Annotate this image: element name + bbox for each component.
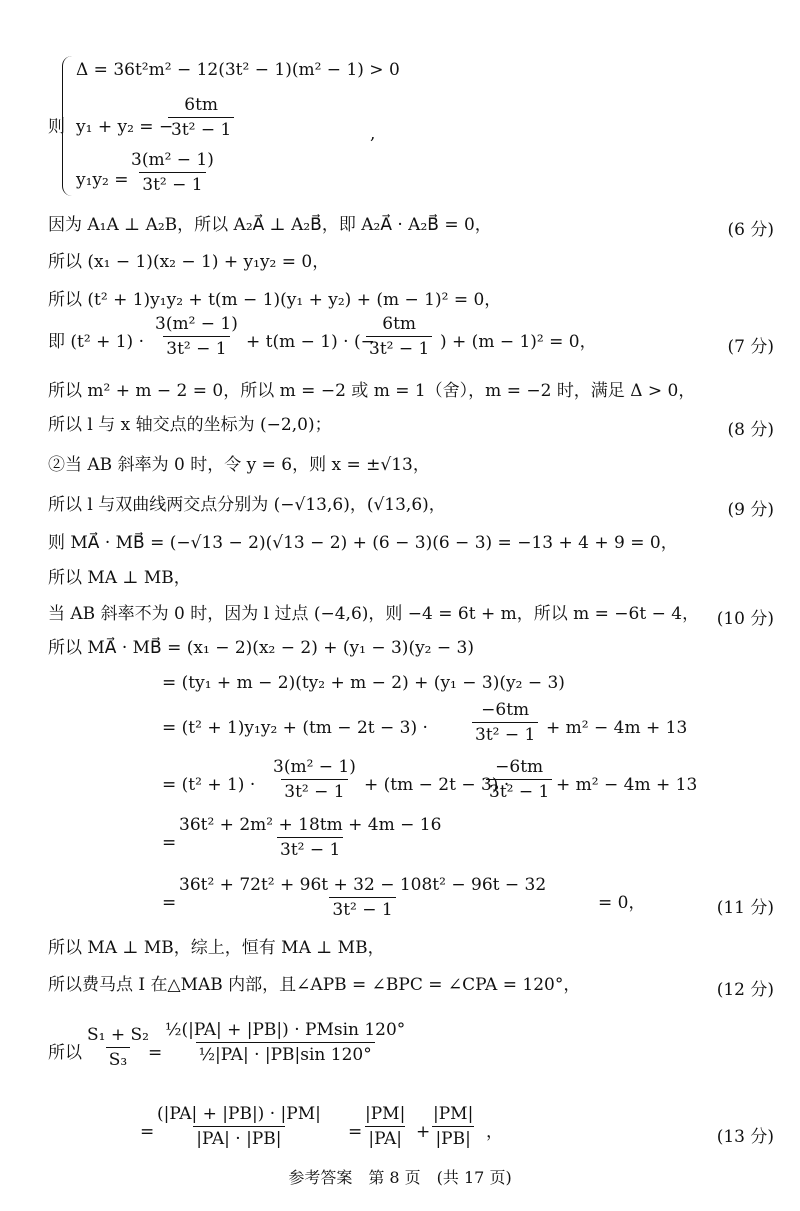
dot-product-step-6-result: = 0， [598,893,646,913]
fraction-denominator: 3t² − 1 [366,336,432,359]
perpendicular-line: 因为 A₁A ⊥ A₂B，所以 A₂A⃗ ⊥ A₂B⃗，即 A₂A⃗ · A₂B⃗ = 0， [48,215,492,235]
final-fraction-b [362,1104,408,1149]
fraction-denominator: 3t² − 1 [168,117,234,140]
fraction-denominator: |PA| [365,1126,405,1149]
fraction-numerator: −6tm [495,757,544,777]
fraction-denominator: 3t² − 1 [329,897,395,920]
area-ratio-big-fraction [162,1020,408,1065]
score-12: (12 分) [716,980,774,1000]
dot-product-step-2: = (ty₁ + m − 2)(ty₂ + m − 2) + (y₁ − 3)(y₂ − 3) [162,673,565,693]
system-comma: , [370,124,376,144]
fraction-denominator: 3t² − 1 [277,837,343,860]
solve-m-line: 所以 m² + m − 2 = 0，所以 m = −2 或 m = 1（舍），m = −2 时，满足 Δ > 0， [48,381,696,401]
area-ratio-fraction [84,1025,152,1070]
score-8: (8 分) [727,420,774,440]
fraction-denominator: 3t² − 1 [486,779,552,802]
final-eq-1: = [140,1122,155,1142]
step-5-fraction [176,815,444,860]
fraction-denominator: |PA| · |PB| [193,1126,284,1149]
area-ratio-prefix: 所以 [48,1043,82,1063]
intersection-points-line: 所以 l 与双曲线两交点分别为 (−√13,6)，(√13,6)， [48,495,446,515]
dot-product-step-3-b: + m² − 4m + 13 [546,718,688,738]
score-11: (11 分) [716,898,774,918]
substitution-prefix: 即 (t² + 1) · [48,332,144,352]
substitution-fraction-b [366,314,432,359]
summary-line: 所以 MA ⊥ MB，综上，恒有 MA ⊥ MB， [48,938,385,958]
fraction-numerator: S₁ + S₂ [87,1025,149,1045]
then-label: 则 [48,117,65,137]
score-9: (9 分) [727,500,774,520]
sum-roots-fraction [168,95,234,140]
product-roots-lhs: y₁y₂ = [76,170,129,190]
final-comma: ， [486,1122,503,1142]
expanded-line: 所以 (t² + 1)y₁y₂ + t(m − 1)(y₁ + y₂) + (m − 1)² = 0， [48,290,502,310]
fraction-denominator: 3t² − 1 [281,779,347,802]
product-roots-fraction [128,150,217,195]
fraction-numerator: |PM| [365,1104,406,1124]
substitution-middle: + t(m − 1) · (− [246,332,375,352]
page-footer: 参考答案 第 8 页 (共 17 页) [288,1168,512,1187]
substitution-fraction-a [152,314,241,359]
dot-product-step-4-c: + m² − 4m + 13 [556,775,698,795]
area-ratio-eq: = [148,1043,163,1063]
dot-product-step-6-eq: = [162,893,177,913]
fraction-denominator: |PB| [432,1126,473,1149]
fraction-denominator: 3t² − 1 [139,172,205,195]
dot-product-step-4-b: + (tm − 2t − 3) · [364,775,510,795]
step-6-fraction [176,875,549,920]
fraction-denominator: 3t² − 1 [163,336,229,359]
discriminant-line: Δ = 36t²m² − 12(3t² − 1)(m² − 1) > 0 [76,60,400,80]
dot-product-expansion: 所以 MA⃗ · MB⃗ = (x₁ − 2)(x₂ − 2) + (y₁ − 3)(y₂ − 3) [48,638,474,658]
fraction-denominator: ½|PA| · |PB|sin 120° [196,1042,375,1065]
perpendicular-conclusion: 所以 MA ⊥ MB， [48,568,191,588]
dot-product-step-4-a: = (t² + 1) · [162,775,256,795]
dot-product-step-5-eq: = [162,833,177,853]
substitution-suffix: ) + (m − 1)² = 0， [440,332,597,352]
score-6: (6 分) [727,220,774,240]
fraction-numerator: 3(m² − 1) [273,757,356,777]
fraction-numerator: 3(m² − 1) [155,314,238,334]
intercept-line: 所以 l 与 x 轴交点的坐标为 (−2,0)； [48,415,332,435]
fraction-denominator: 3t² − 1 [472,722,538,745]
step-4-fraction-b [486,757,552,802]
fraction-numerator: |PM| [433,1104,474,1124]
fraction-numerator: 36t² + 72t² + 96t + 32 − 108t² − 96t − 32 [179,875,547,895]
fraction-numerator: −6tm [481,700,530,720]
fraction-numerator: (|PA| + |PB|) · |PM| [157,1104,321,1124]
fraction-numerator: 36t² + 2m² + 18tm + 4m − 16 [179,815,442,835]
fermat-point-line: 所以费马点 I 在△MAB 内部，且∠APB = ∠BPC = ∠CPA = 120°， [48,975,581,995]
step-3-fraction [472,700,538,745]
case-slope-zero: ②当 AB 斜率为 0 时，令 y = 6，则 x = ±√13， [48,455,430,475]
final-fraction-a [154,1104,324,1149]
dot-product-step-3-a: = (t² + 1)y₁y₂ + (tm − 2t − 3) · [162,718,428,738]
fraction-numerator: 3(m² − 1) [131,150,214,170]
final-eq-2: = [348,1122,363,1142]
coordinate-product-line: 所以 (x₁ − 1)(x₂ − 1) + y₁y₂ = 0， [48,252,330,272]
fraction-numerator: 6tm [184,95,219,115]
final-plus: + [416,1122,431,1142]
score-7: (7 分) [727,337,774,357]
score-13: (13 分) [716,1127,774,1147]
fraction-numerator: ½(|PA| + |PB|) · PMsin 120° [165,1020,406,1040]
score-10: (10 分) [716,609,774,629]
fraction-numerator: 6tm [382,314,417,334]
final-fraction-c [430,1104,476,1149]
dot-product-check-line: 则 MA⃗ · MB⃗ = (−√13 − 2)(√13 − 2) + (6 − 3)(6 − 3) = −13 + 4 + 9 = 0， [48,533,678,553]
case-slope-nonzero: 当 AB 斜率不为 0 时，因为 l 过点 (−4,6)，则 −4 = 6t + m，所以 m = −6t − 4， [48,604,700,624]
step-4-fraction-a [270,757,359,802]
sum-roots-lhs: y₁ + y₂ = − [76,117,174,137]
fraction-denominator: S₃ [106,1047,130,1070]
